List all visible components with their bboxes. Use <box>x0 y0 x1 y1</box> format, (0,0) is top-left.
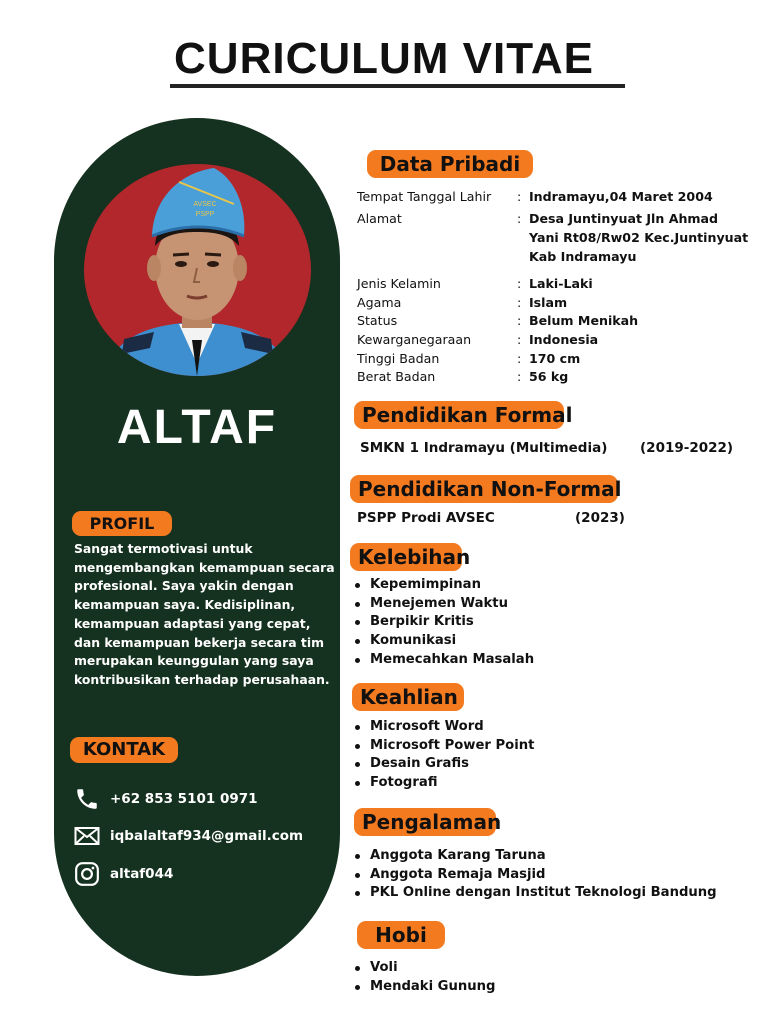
instagram-handle: altaf044 <box>110 866 174 882</box>
info-separator: : <box>517 369 522 385</box>
svg-text:AVSEC: AVSEC <box>193 201 217 208</box>
list-item: Berpikir Kritis <box>355 613 534 632</box>
info-row-address <box>357 209 751 276</box>
list-item: Memecahkan Masalah <box>355 651 534 670</box>
list-item: Fotografi <box>355 774 534 793</box>
info-value: Indonesia <box>529 332 599 348</box>
info-separator: : <box>517 211 522 226</box>
info-value: 170 cm <box>529 350 581 366</box>
info-value: 56 kg <box>529 369 569 385</box>
info-row-height <box>357 351 751 370</box>
contact-heading: KONTAK <box>70 737 178 763</box>
nonformal-education-heading: Pendidikan Non-Formal <box>350 475 618 503</box>
email-address: iqbalaltaf934@gmail.com <box>110 828 304 844</box>
list-item: Desain Grafis <box>355 755 534 774</box>
info-value: Laki-Laki <box>529 276 593 291</box>
list-item: Voli <box>355 959 496 978</box>
personal-data-table <box>357 189 751 388</box>
experience-heading: Pengalaman <box>354 808 496 836</box>
info-label: Agama <box>357 294 402 310</box>
info-separator: : <box>517 276 522 291</box>
list-item: PKL Online dengan Institut Teknologi Bandung <box>355 884 717 903</box>
list-item: Mendaki Gunung <box>355 978 496 997</box>
personal-data-heading: Data Pribadi <box>367 150 533 178</box>
formal-education-heading: Pendidikan Formal <box>354 401 564 429</box>
list-item: Kepemimpinan <box>355 576 534 595</box>
info-row-nationality <box>357 332 751 351</box>
info-value: Desa Juntinyuat Jln Ahmad Yani Rt08/Rw02 Kec.Juntinyuat Kab Indramayu <box>529 211 749 264</box>
info-separator: : <box>517 294 522 310</box>
list-item: Anggota Remaja Masjid <box>355 866 717 885</box>
info-separator: : <box>517 189 522 204</box>
info-label: Jenis Kelamin <box>357 276 441 291</box>
formal-school: SMKN 1 Indramayu (Multimedia) <box>360 440 608 456</box>
instagram-icon <box>74 861 100 887</box>
strengths-heading: Kelebihan <box>350 543 462 571</box>
hobbies-list <box>355 959 496 996</box>
profile-photo <box>84 164 311 376</box>
skills-list <box>355 718 534 793</box>
list-item: Microsoft Word <box>355 718 534 737</box>
contact-email <box>74 823 303 849</box>
person-name: ALTAF <box>116 401 278 454</box>
title-underline <box>170 84 625 88</box>
profile-heading: PROFIL <box>72 511 172 536</box>
info-label: Status <box>357 313 398 329</box>
skills-heading: Keahlian <box>352 683 464 711</box>
hobbies-heading: Hobi <box>357 921 445 949</box>
info-row-gender <box>357 276 751 295</box>
info-separator: : <box>517 332 522 348</box>
contact-phone <box>74 786 258 812</box>
info-row-status <box>357 313 751 332</box>
info-label: Tinggi Badan <box>357 350 440 366</box>
info-separator: : <box>517 350 522 366</box>
list-item: Microsoft Power Point <box>355 737 534 756</box>
info-separator: : <box>517 313 522 329</box>
phone-icon <box>74 786 100 812</box>
info-label: Tempat Tanggal Lahir <box>357 189 492 204</box>
info-row-religion <box>357 295 751 314</box>
info-value: Indramayu,04 Maret 2004 <box>529 189 713 204</box>
nonformal-program: PSPP Prodi AVSEC <box>357 510 495 526</box>
list-item: Menejemen Waktu <box>355 595 534 614</box>
profile-text: Sangat termotivasi untuk mengembangkan kemampuan secara profesional. Saya yakin dengan kemampuan saya. Kedisiplinan, kemampuan adaptasi yang cepat, dan kemampuan bekerja secara tim merupakan keunggulan yang saya kontribusikan terhadap perusahaan. <box>74 541 335 687</box>
list-item: Anggota Karang Taruna <box>355 847 717 866</box>
info-row-birth <box>357 189 751 209</box>
experience-list <box>355 847 717 903</box>
contact-instagram <box>74 861 173 887</box>
cv-title: CURICULUM VITAE <box>174 34 594 83</box>
svg-text:PSPP: PSPP <box>195 211 215 218</box>
info-label: Berat Badan <box>357 369 436 385</box>
list-item: Komunikasi <box>355 632 534 651</box>
formal-years: (2019-2022) <box>640 440 734 456</box>
person-portrait-icon <box>84 164 311 376</box>
nonformal-year: (2023) <box>575 510 625 526</box>
info-label: Alamat <box>357 211 402 226</box>
mail-icon <box>74 823 100 849</box>
phone-number: +62 853 5101 0971 <box>110 791 258 807</box>
info-row-weight <box>357 369 751 388</box>
info-label: Kewarganegaraan <box>357 332 472 348</box>
info-value: Belum Menikah <box>529 313 639 329</box>
info-value: Islam <box>529 294 568 310</box>
strengths-list <box>355 576 534 669</box>
